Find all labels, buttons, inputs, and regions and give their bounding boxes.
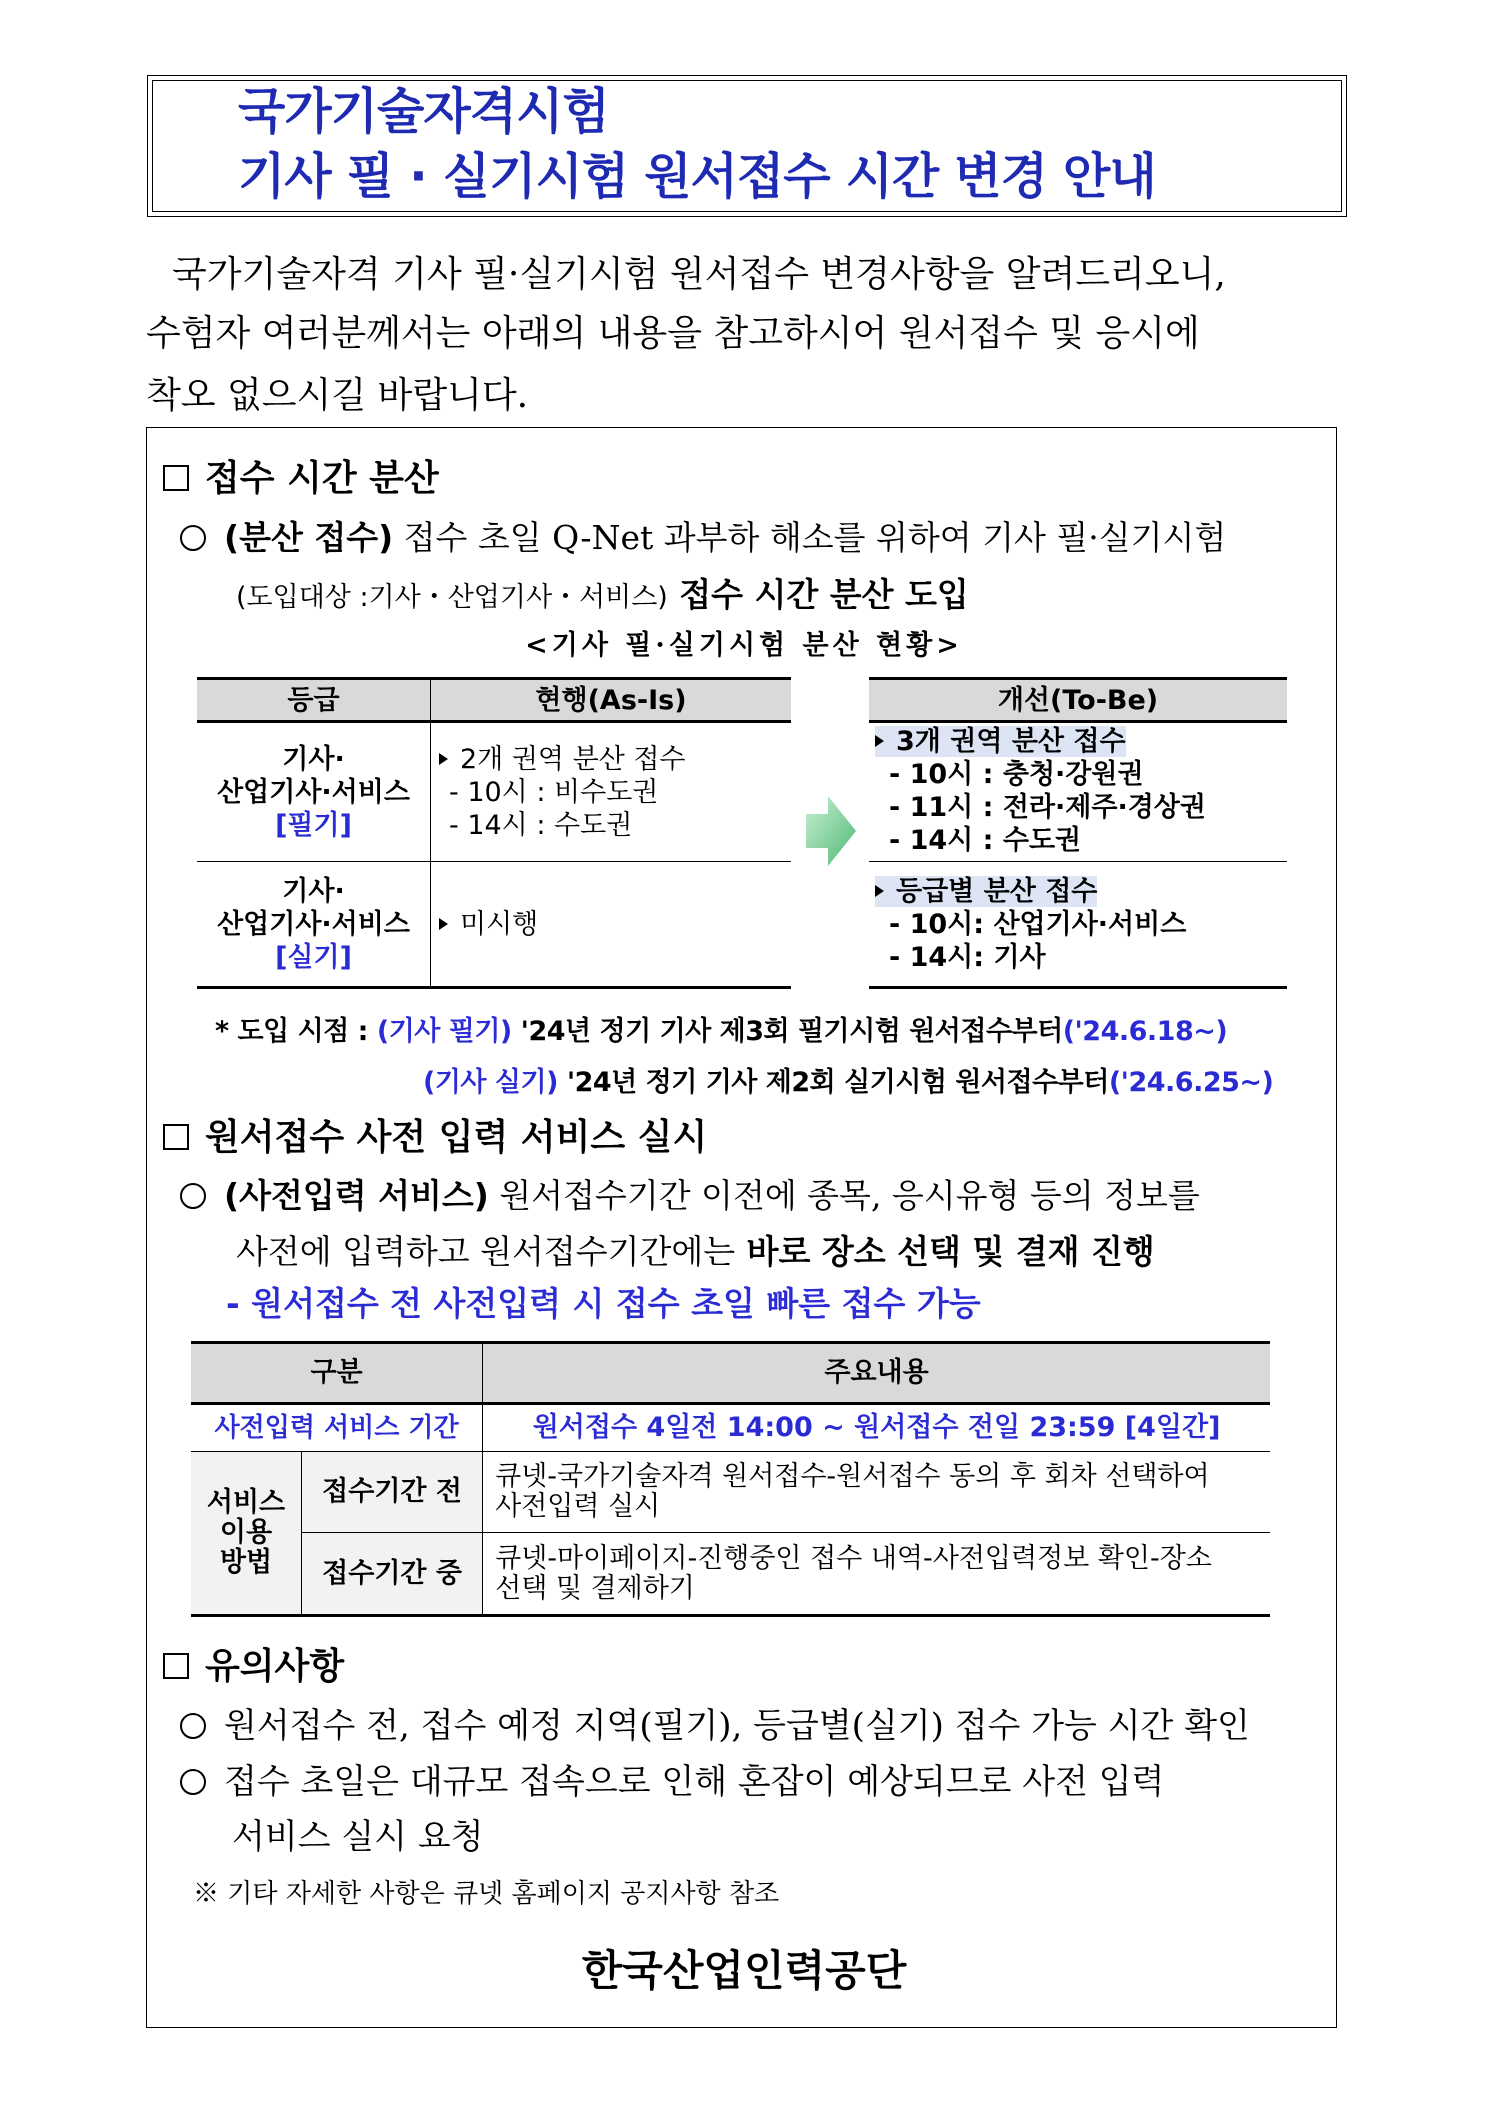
checkbox-square-icon [163,465,189,491]
circle-bullet-icon [180,525,206,551]
arrow-right-icon [806,796,856,866]
intro-date-note-1: * 도입 시점 : (기사 필기) '24년 정기 기사 제3회 필기시험 원서접수부터('24.6.18~) [215,1016,1228,1047]
table-row [869,862,1287,988]
intro-line-3: 착오 없으시길 바랍니다. [146,375,529,416]
triangle-bullet-icon [875,885,884,897]
table-row [869,722,1287,862]
header-asis: 현행(As-Is) [431,679,792,722]
header-tobe: 개선(To-Be) [869,679,1287,722]
before-period-value: 큐넷-국가기술자격 원서접수-원서접수 동의 후 회차 선택하여 사전입력 실시 [483,1452,1270,1533]
title-box [147,75,1347,217]
before-period-label: 접수기간 전 [302,1452,483,1533]
grade-cell-written: 기사· 산업기사·서비스 [필기] [197,722,431,862]
period-label: 사전입력 서비스 기간 [191,1404,483,1452]
triangle-bullet-icon [875,735,884,747]
intro-date-note-2: (기사 실기) '24년 정기 기사 제2회 실기시험 원서접수부터('24.6.25~) [423,1067,1274,1098]
circle-bullet-icon [180,1183,206,1209]
tobe-cell-practical: 등급별 분산 접수 - 10시: 산업기사·서비스 - 14시: 기사 [869,862,1287,988]
during-period-value: 큐넷-마이페이지-진행중인 접수 내역-사전입력정보 확인-장소 선택 및 결제하기 [483,1533,1270,1616]
intro-line-2: 수험자 여러분께서는 아래의 내용을 참고하시어 원서접수 및 응시에 [146,313,1200,354]
circle-bullet-icon [180,1769,206,1795]
checkbox-square-icon [163,1124,189,1150]
title-line-1: 국가기술자격시험 [238,83,609,140]
triangle-bullet-icon [439,918,448,930]
section3-bullet-1: 원서접수 전, 접수 예정 지역(필기), 등급별(실기) 접수 가능 시간 확인 [180,1706,1250,1746]
method-label: 서비스 이용 방법 [191,1452,302,1616]
distribution-table-asis [197,677,791,989]
header-grade: 등급 [197,679,431,722]
tobe-cell-written: 3개 권역 분산 접수 - 10시 : 충청·강원권 - 11시 : 전라·제주·경상권 - 14시 : 수도권 [869,722,1287,862]
section2-heading: 원서접수 사전 입력 서비스 실시 [163,1116,707,1160]
distribution-table-tobe [869,677,1287,989]
section3-bullet-2-cont: 서비스 실시 요청 [232,1817,484,1857]
section3-heading: 유의사항 [163,1645,344,1689]
checkbox-square-icon [163,1653,189,1679]
circle-bullet-icon [180,1713,206,1739]
triangle-bullet-icon [439,753,448,765]
preinput-service-table [191,1341,1270,1617]
section3-bullet-2: 접수 초일은 대규모 접속으로 인해 혼잡이 예상되므로 사전 입력 [180,1762,1164,1802]
intro-line-1: 국가기술자격 기사 필·실기시험 원서접수 변경사항을 알려드리오니, [172,254,1226,295]
header-main-content: 주요내용 [483,1343,1270,1404]
table-row [197,862,791,988]
section2-bullet: (사전입력 서비스) 원서접수기간 이전에 종목, 응시유형 등의 정보를 [180,1176,1200,1216]
during-period-label: 접수기간 중 [302,1533,483,1616]
grade-cell-practical: 기사· 산업기사·서비스 [실기] [197,862,431,988]
issuer-name: 한국산업인력공단 [581,1946,907,1995]
table-row [197,722,791,862]
section1-heading: 접수 시간 분산 [163,457,439,501]
section1-bullet-cont: (도입대상 :기사・산업기사・서비스) 접수 시간 분산 도입 [236,575,969,614]
asis-cell-written: 2개 권역 분산 접수 - 10시 : 비수도권 - 14시 : 수도권 [431,722,792,862]
reference-note: ※ 기타 자세한 사항은 큐넷 홈페이지 공지사항 참조 [193,1879,780,1909]
table-row [191,1404,1270,1452]
table-row [191,1533,1270,1616]
table1-caption: <기사 필·실기시험 분산 현황> [525,630,963,661]
header-category: 구분 [191,1343,483,1404]
asis-cell-practical: 미시행 [431,862,792,988]
period-value: 원서접수 4일전 14:00 ~ 원서접수 전일 23:59 [4일간] [483,1404,1270,1452]
title-line-2: 기사 필 · 실기시험 원서접수 시간 변경 안내 [238,148,1156,205]
section2-benefit: - 원서접수 전 사전입력 시 접수 초일 빠른 접수 가능 [226,1284,981,1323]
section1-bullet: (분산 접수) 접수 초일 Q-Net 과부하 해소를 위하여 기사 필·실기시험 [180,518,1226,558]
table-row [191,1452,1270,1533]
section2-bullet-cont: 사전에 입력하고 원서접수기간에는 바로 장소 선택 및 결재 진행 [236,1232,1155,1271]
